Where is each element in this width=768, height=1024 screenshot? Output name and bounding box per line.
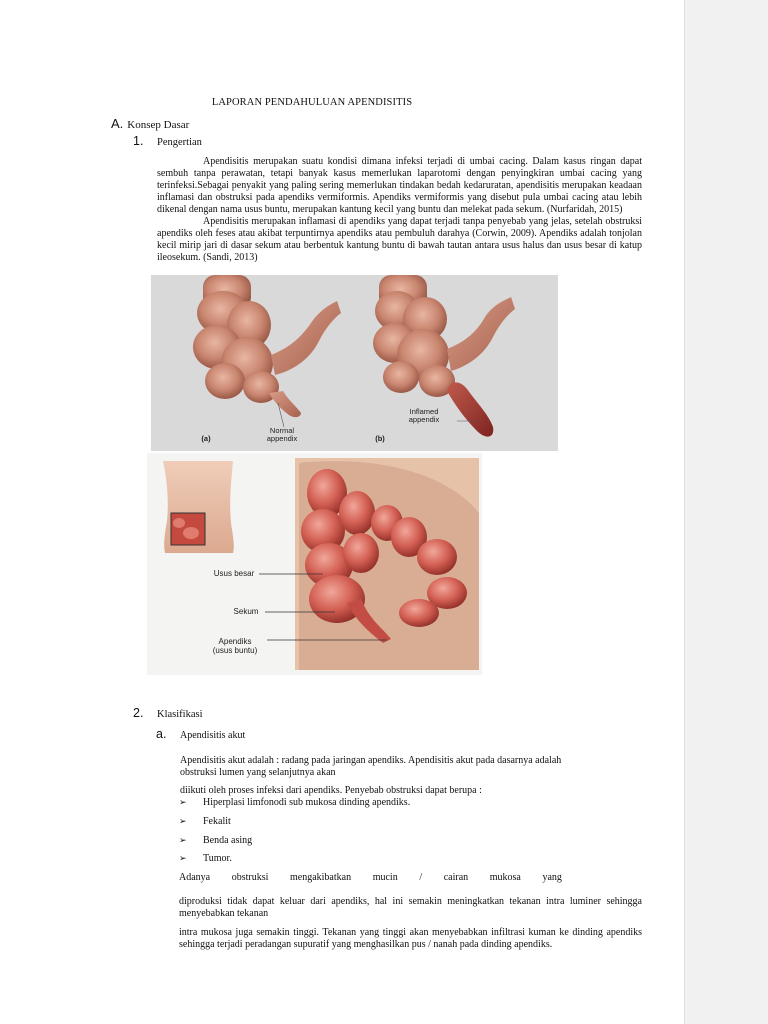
panel-a-label: (a) bbox=[201, 434, 211, 443]
apendiks-label: Apendiks bbox=[218, 637, 252, 646]
subsection-2-label: Klasifikasi bbox=[157, 709, 203, 720]
paragraph-3: diproduksi tidak dapat keluar dari apendiks, hal ini semakin meningkatkan tekanan intra luminer sehingga menyebabkan tekanan bbox=[179, 896, 642, 919]
sekum-label: Sekum bbox=[233, 607, 259, 616]
cause-list-item: ➢ Fekalit bbox=[179, 816, 231, 827]
panel-b-label: (b) bbox=[375, 434, 385, 443]
arrow-bullet-icon: ➢ bbox=[179, 798, 187, 808]
section-a-label: Konsep Dasar bbox=[127, 119, 190, 131]
subsection-2a-label: Apendisitis akut bbox=[180, 730, 246, 741]
torso-inset bbox=[163, 461, 234, 553]
usus-besar-label: Usus besar bbox=[213, 569, 255, 578]
arrow-bullet-icon: ➢ bbox=[179, 817, 187, 827]
appendix-comparison-illustration bbox=[151, 275, 558, 451]
subsection-1-label: Pengertian bbox=[157, 137, 202, 148]
normal-appendix-label: Normal appendix bbox=[266, 426, 298, 443]
subsection-1-marker: 1. bbox=[133, 134, 144, 148]
cause-list-item: ➢ Hiperplasi limfonodi sub mukosa dinding apendiks. bbox=[179, 797, 411, 808]
section-a-heading bbox=[111, 116, 189, 131]
akut-definition-line-3: diikuti oleh proses infeksi dari apendiks. Penyebab obstruksi dapat berupa : bbox=[180, 785, 482, 796]
paragraph-2: Apendisitis merupakan inflamasi di apendiks yang dapat terjadi tanpa penyebab yang jelas, setelah obstruksi apendiks oleh feses atau akibat terpuntirnya apendiks atau pembuluh darahya (Corwin, 2009). Apendiks adalah tonjolan kecil mirip jari di dasar sekum atau berbentuk kantung buntu di bawah tautan antara usus halus dan usus besar di katup ileosekum. (Sandi, 2013) bbox=[157, 216, 642, 263]
subsection-2-heading bbox=[133, 706, 203, 720]
cause-list-item: ➢ Benda asing bbox=[179, 835, 253, 846]
intestine-anatomy-figure bbox=[147, 453, 482, 675]
paragraph-4: intra mukosa juga semakin tinggi. Tekanan yang tinggi akan menyebabkan infiltrasi kuman ke dinding apendiks sehingga terjadi peradangan supuratif yang menghasilkan pus / nanah pada dinding apendiks. bbox=[179, 927, 642, 950]
arrow-bullet-icon: ➢ bbox=[179, 836, 187, 846]
akut-definition-line-2: obstruksi lumen yang selanjutnya akan bbox=[180, 767, 336, 778]
document-title: LAPORAN PENDAHULUAN APENDISITIS bbox=[211, 97, 413, 108]
subsection-2-marker: 2. bbox=[133, 706, 144, 720]
akut-definition-line-1: Apendisitis akut adalah : radang pada jaringan apendiks. Apendisitis akut pada dasarnya adalah bbox=[180, 755, 562, 766]
paragraph-1: Apendisitis merupakan suatu kondisi dimana infeksi terjadi di umbai cacing. Dalam kasus ringan dapat sembuh tanpa perawatan, tetapi banyak kasus memerlukan laparotomi dengan penyingkiran umbai cacing yang terinfeksi.Sebagai penyakit yang paling sering memerlukan tindakan bedah kedaruratan, apendisitis merupakan keadaan inflamasi dan obstruksi pada apendiks vermiformis. Apendiks vermiformis yang disebut pula umbai cacing atau lebih dikenal dengan nama usus buntu, merupakan kantung kecil yang buntu dan melekat pada sekum. (Nurfaridah, 2015) bbox=[157, 156, 642, 215]
normal-colon-shape bbox=[193, 275, 341, 417]
intestine-anatomy-illustration bbox=[147, 453, 482, 675]
subsection-2a-marker: a. bbox=[156, 727, 167, 741]
cause-list-item: ➢ Tumor. bbox=[179, 853, 232, 864]
subsection-2a-heading bbox=[156, 727, 246, 741]
inflamed-appendix-label: Inflamed appendix bbox=[408, 407, 440, 424]
adanya-obstruksi-line: Adanya obstruksi mengakibatkan mucin / cairan mukosa yang bbox=[179, 872, 562, 883]
subsection-1-heading bbox=[133, 134, 202, 148]
section-a-marker: A. bbox=[111, 116, 124, 131]
usus-buntu-label: (usus buntu) bbox=[212, 646, 258, 655]
pengertian-text bbox=[157, 156, 642, 264]
appendix-comparison-figure bbox=[151, 275, 558, 451]
arrow-bullet-icon: ➢ bbox=[179, 854, 187, 864]
